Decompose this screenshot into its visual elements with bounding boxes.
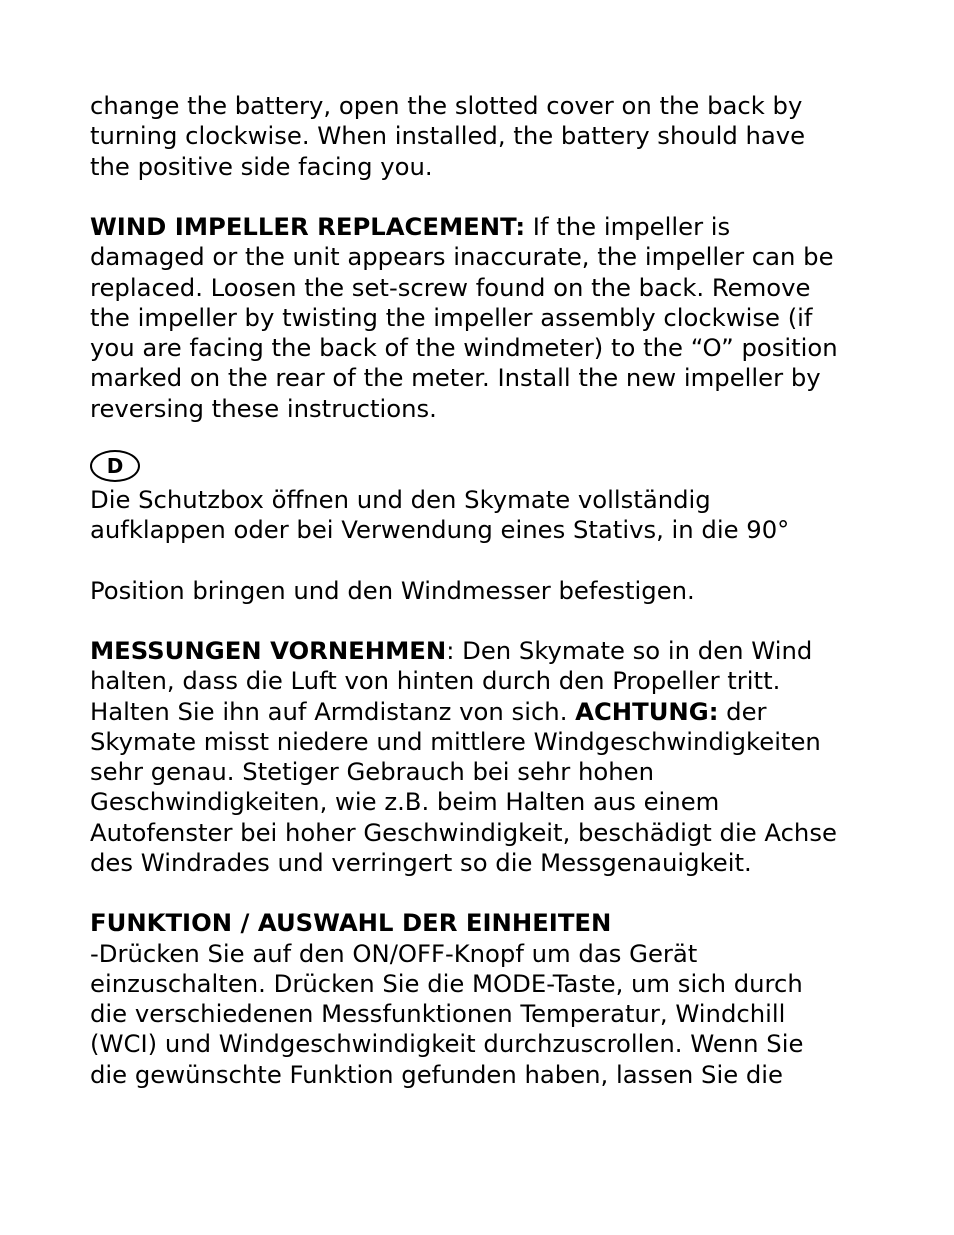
text-line: turning clockwise. When installed, the battery should have (90, 121, 806, 151)
measure-first-line: : Den Skymate so in den Wind (446, 636, 813, 665)
text-line: die gewünschte Funktion gefunden haben, lassen Sie die (90, 1059, 783, 1089)
battery-paragraph (90, 91, 880, 182)
text-line: you are facing the back of the windmeter) to the “O” position (90, 333, 838, 362)
text-line: Autofenster bei hoher Geschwindigkeit, beschädigt die Achse (90, 817, 837, 847)
text-line: halten, dass die Luft von hinten durch den Propeller tritt. (90, 666, 781, 696)
paragraph-spacer (90, 182, 880, 212)
document-page (90, 91, 880, 1090)
function-paragraph (90, 908, 880, 1090)
text-line: Skymate misst niedere und mittlere Windgeschwindigkeiten (90, 726, 821, 756)
function-heading: FUNKTION / AUSWAHL DER EINHEITEN (90, 908, 612, 938)
text-line: -Drücken Sie auf den ON/OFF-Knopf um das Gerät (90, 938, 698, 968)
text-line: damaged or the unit appears inaccurate, the impeller can be (90, 242, 834, 272)
paragraph-spacer (90, 545, 880, 575)
impeller-paragraph (90, 212, 880, 424)
circled-letter-icon: D (90, 450, 140, 482)
text-line: replaced. Loosen the set-screw found on the back. Remove (90, 272, 811, 302)
attention-label: ACHTUNG: (575, 696, 719, 726)
text-line (90, 636, 880, 666)
text-line: Die Schutzbox öffnen und den Skymate vollständig (90, 484, 711, 514)
paragraph-spacer (90, 878, 880, 908)
paragraph-spacer (90, 606, 880, 636)
text-line (90, 697, 880, 727)
text-line: the positive side facing you. (90, 151, 433, 181)
text-line: des Windrades und verringert so die Messgenauigkeit. (90, 847, 752, 877)
impeller-first-line: If the impeller is (525, 212, 731, 241)
text-line: sehr genau. Stetiger Gebrauch bei sehr hohen (90, 757, 655, 786)
text-line: Position bringen und den Windmesser befestigen. (90, 575, 695, 605)
text-line: Geschwindigkeiten, wie z.B. beim Halten aus einem (90, 787, 720, 817)
impeller-heading: WIND IMPELLER REPLACEMENT: (90, 212, 526, 241)
measure-paragraph (90, 636, 880, 878)
text-line: (WCI) und Windgeschwindigkeit durchzuscrollen. Wenn Sie (90, 1029, 804, 1059)
measure-line3-post: der (718, 696, 767, 726)
text-line: die verschiedenen Messfunktionen Temperatur, Windchill (90, 999, 786, 1028)
text-line: marked on the rear of the meter. Install the new impeller by (90, 363, 821, 393)
measure-heading: MESSUNGEN VORNEHMEN (90, 636, 447, 665)
text-line: change the battery, open the slotted cover on the back by (90, 91, 803, 120)
setup-paragraph (90, 485, 880, 606)
text-line: the impeller by twisting the impeller assembly clockwise (if (90, 302, 813, 332)
text-line (90, 212, 880, 242)
measure-line3-pre: Halten Sie ihn auf Armdistanz von sich. (90, 696, 576, 726)
text-line: aufklappen oder bei Verwendung eines Stativs, in die 90° (90, 515, 790, 544)
language-badge-row (90, 446, 880, 484)
text-line: reversing these instructions. (90, 393, 437, 423)
text-line: einzuschalten. Drücken Sie die MODE-Taste, um sich durch (90, 968, 803, 998)
